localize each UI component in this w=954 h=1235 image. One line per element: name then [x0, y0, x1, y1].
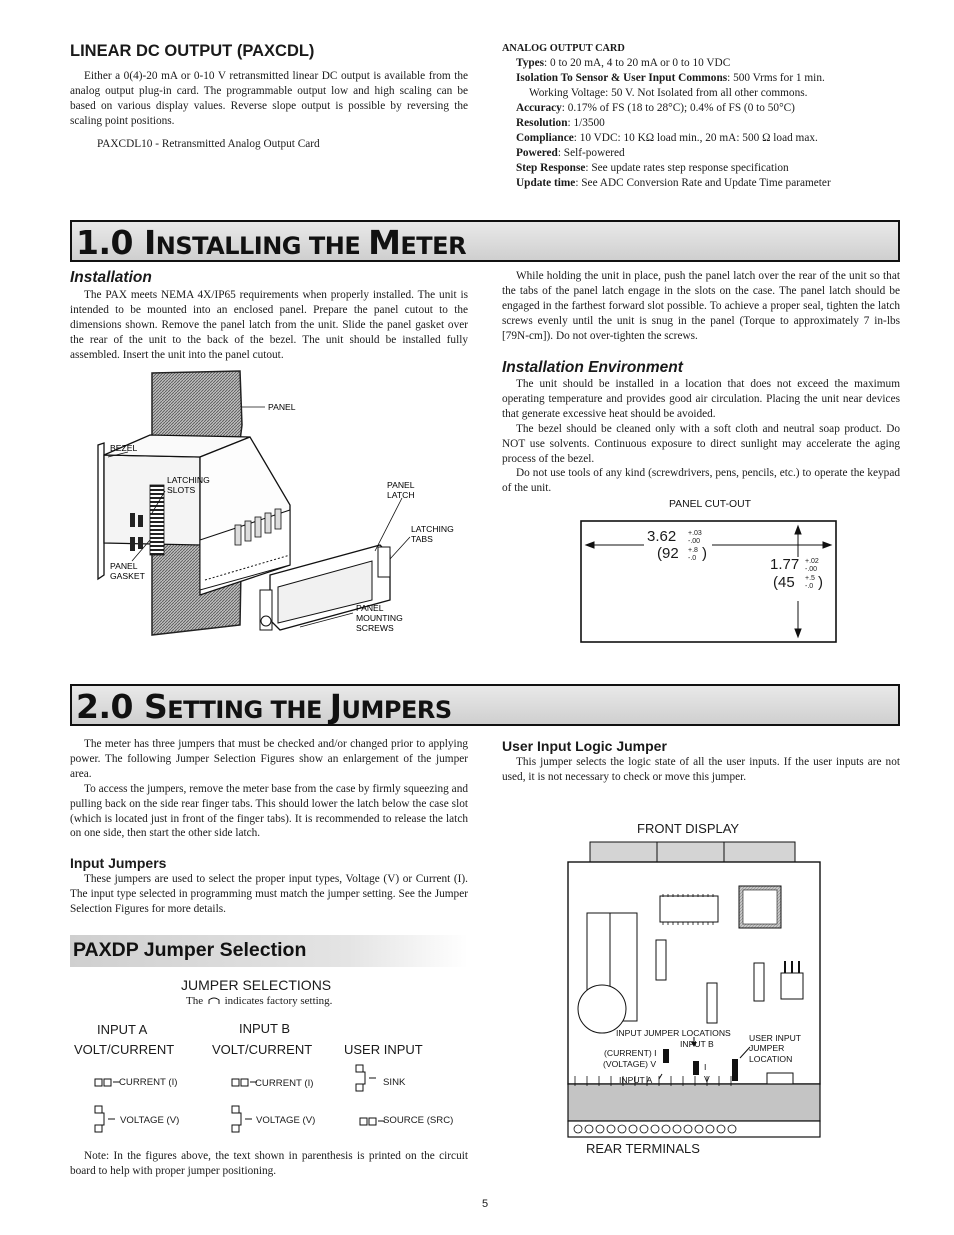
bezel-shape [98, 443, 104, 579]
label-panel-latch-2: LATCH [387, 490, 415, 500]
label-board-i: I [704, 1062, 707, 1072]
rear-terminal-block [568, 1084, 820, 1121]
factory-setting-icon [208, 997, 220, 1005]
linear-dc-title: LINEAR DC OUTPUT (PAXCDL) [70, 42, 315, 60]
jumper-selection-banner-title: PAXDP Jumper Selection [73, 939, 307, 961]
circuit-board-diagram [565, 841, 825, 1141]
spec-accuracy: Accuracy: 0.17% of FS (18 to 28°C); 0.4% of FS (0 to 50°C) [516, 102, 795, 114]
col-input-b-2: VOLT/CURRENT [212, 1042, 313, 1057]
installation-paragraph: The PAX meets NEMA 4X/IP65 requirements when properly installed. The unit is intended to be mounted into an enclosed panel. Prepare the panel cutout to the dimensions shown. Remove the panel latch from the unit. Slide the panel gasket over the rear of the unit to the back of the bezel. The unit should be installed fully assembled. Insert the unit into the panel cutout. [70, 289, 468, 361]
installation-diagram [90, 365, 460, 655]
user-logic-heading: User Input Logic Jumper [502, 738, 667, 754]
label-panel-gasket-1: PANEL [110, 561, 138, 571]
section-1-title: 1.0 INSTALLING THE METER [76, 223, 467, 262]
analog-card-title: ANALOG OUTPUT CARD [502, 43, 625, 54]
input-jumpers-paragraph: These jumpers are used to select the proper input types, Voltage (V) or Current (I). The input type selected in programming must match the jumper setting. See the Jumper Selection Figures for more details. [70, 873, 468, 915]
cutout-width-mm-tolerance: +.8 -.0 [688, 547, 698, 562]
cutout-height-mm-tolerance: +.5 -.0 [805, 575, 815, 590]
front-display-label: FRONT DISPLAY [637, 821, 740, 836]
linear-dc-part: PAXCDL10 - Retransmitted Analog Output Card [97, 138, 320, 150]
label-a-voltage: VOLTAGE (V) [120, 1115, 180, 1126]
label-board-input-b: INPUT B [680, 1039, 714, 1049]
label-user-jumper-1: USER INPUT [749, 1033, 802, 1043]
label-panel-gasket-2: GASKET [110, 571, 145, 581]
label-mount-2: MOUNTING [356, 613, 403, 623]
section-2-title: 2.0 SETTING THE JUMPERS [76, 687, 452, 726]
jumper-figures [90, 1062, 390, 1142]
label-board-input-a: INPUT A [619, 1075, 653, 1085]
cutout-height-mm: (45 [773, 574, 795, 591]
label-panel: PANEL [268, 402, 296, 412]
label-b-voltage: VOLTAGE (V) [256, 1115, 316, 1126]
analog-card-specs [502, 41, 831, 191]
cutout-height-inch-tolerance: +.02 -.00 [805, 558, 819, 573]
user-logic-paragraph: This jumper selects the logic state of all the user inputs. If the user inputs are not used, it is not necessary to check or move this jumper. [502, 756, 900, 783]
cutout-height-close: ) [818, 574, 823, 591]
label-latching-tabs-2: TABS [411, 534, 433, 544]
label-user-sink: SINK [383, 1077, 406, 1088]
page-number: 5 [482, 1198, 489, 1210]
jumper-a-current-pin [104, 1079, 111, 1086]
spec-types: Types: 0 to 20 mA, 4 to 20 mA or 0 to 10 VDC [516, 57, 731, 69]
label-latching-tabs-1: LATCHING [411, 524, 454, 534]
rear-terminals-label: REAR TERMINALS [586, 1141, 700, 1156]
cutout-width-mm: (92 [657, 545, 679, 562]
section-1-banner [70, 220, 900, 262]
front-display-shape [590, 842, 795, 862]
label-bezel: BEZEL [110, 443, 138, 453]
label-panel-latch-1: PANEL [387, 480, 415, 490]
col-user-input: USER INPUT [344, 1042, 423, 1057]
label-latching-slots-2: SLOTS [167, 485, 196, 495]
label-a-current: CURRENT (I) [119, 1077, 178, 1088]
label-latching-slots-1: LATCHING [167, 475, 210, 485]
label-mount-3: SCREWS [356, 623, 394, 633]
input-jumpers-heading: Input Jumpers [70, 855, 167, 871]
label-user-source: SOURCE (SRC) [383, 1115, 454, 1126]
label-user-jumper-2: JUMPER [749, 1043, 785, 1053]
spec-update-time: Update time: See ADC Conversion Rate and Update Time parameter [516, 177, 831, 189]
jumper-selections-title: JUMPER SELECTIONS [181, 977, 332, 993]
installation-latch-paragraph: While holding the unit in place, push the panel latch over the rear of the unit so that the tabs of the panel latch engage in the slots on the case. The panel latch should be engaged in the farthest forward slot possible. To achieve a proper seal, tighten the latch screws evenly until the unit is snug in the panel (Torque to approximately 7 in-lbs [79N-cm]). Do not over-tighten the screws. [502, 270, 900, 342]
spec-isolation-line2: Working Voltage: 50 V. Not Isolated from all other commons. [529, 87, 808, 99]
spec-isolation: Isolation To Sensor & User Input Commons: 500 Vrms for 1 min. [516, 72, 825, 84]
cutout-height-inch: 1.77 [770, 556, 800, 573]
label-input-jumper-locations: INPUT JUMPER LOCATIONS [616, 1028, 731, 1038]
linear-dc-paragraph: Either a 0(4)-20 mA or 0-10 V retransmitted linear DC output is available from the analog output plug-in card. The programmable output low and high scaling can be based on various display values. Reverse slope output is possible by reversing the scaling point positions. [70, 70, 468, 127]
spec-powered: Powered: Self-powered [516, 147, 625, 159]
cutout-width-inch: 3.62 [647, 528, 677, 545]
label-mount-1: PANEL [356, 603, 384, 613]
spec-step-response: Step Response: See update rates step response specification [516, 162, 789, 174]
col-input-b-1: INPUT B [239, 1021, 291, 1036]
label-board-current: (CURRENT) I [604, 1048, 657, 1058]
factory-setting-note: The indicates factory setting. [186, 995, 333, 1007]
cutout-title: PANEL CUT-OUT [669, 499, 751, 510]
environment-heading: Installation Environment [502, 359, 683, 376]
label-board-v: V [704, 1074, 710, 1084]
cutout-width-inch-tolerance: +.03 -.00 [688, 530, 702, 545]
label-board-voltage: (VOLTAGE) V [603, 1059, 657, 1069]
environment-text: The unit should be installed in a location that does not exceed the maximum operating temperature and provides good air circulation. Placing the unit near devices that generate excessive heat should be avoided. The bezel should be cleaned only with a soft cloth and neutral soap product. Do NOT use solvents. Continuous exposure to direct sunlight may accelerate the aging process of the bezel. Do not use tools of any kind (screwdrivers, pens, pencils, etc.) to operate the keypad of the unit. [502, 378, 900, 495]
col-input-a-1: INPUT A [97, 1022, 148, 1037]
label-user-jumper-3: LOCATION [749, 1054, 793, 1064]
label-b-current: CURRENT (I) [255, 1078, 314, 1089]
jumpers-intro: The meter has three jumpers that must be checked and/or changed prior to applying power. The following Jumper Selection Figures show an enlargement of the jumper area. To access the jumpers, remove the meter base from the case by firmly squeezing and pulling back on the side rear finger tabs. This should lower the latch below the case slot (which is located just in front of the finger tabs). It is recommended to release the latch on one side, then start the other side latch. [70, 738, 468, 840]
col-input-a-2: VOLT/CURRENT [74, 1042, 175, 1057]
installation-heading: Installation [70, 269, 152, 286]
cutout-width-close: ) [702, 545, 707, 562]
footnote: Note: In the figures above, the text shown in parenthesis is printed on the circuit board to help with proper jumper positioning. [70, 1150, 468, 1177]
jumper-selection-banner [70, 935, 468, 967]
section-2-banner [70, 684, 900, 726]
spec-compliance: Compliance: 10 VDC: 10 KΩ load min., 20 mA: 500 Ω load max. [516, 132, 818, 144]
panel-cutout-diagram [580, 519, 838, 644]
spec-resolution: Resolution: 1/3500 [516, 117, 605, 129]
